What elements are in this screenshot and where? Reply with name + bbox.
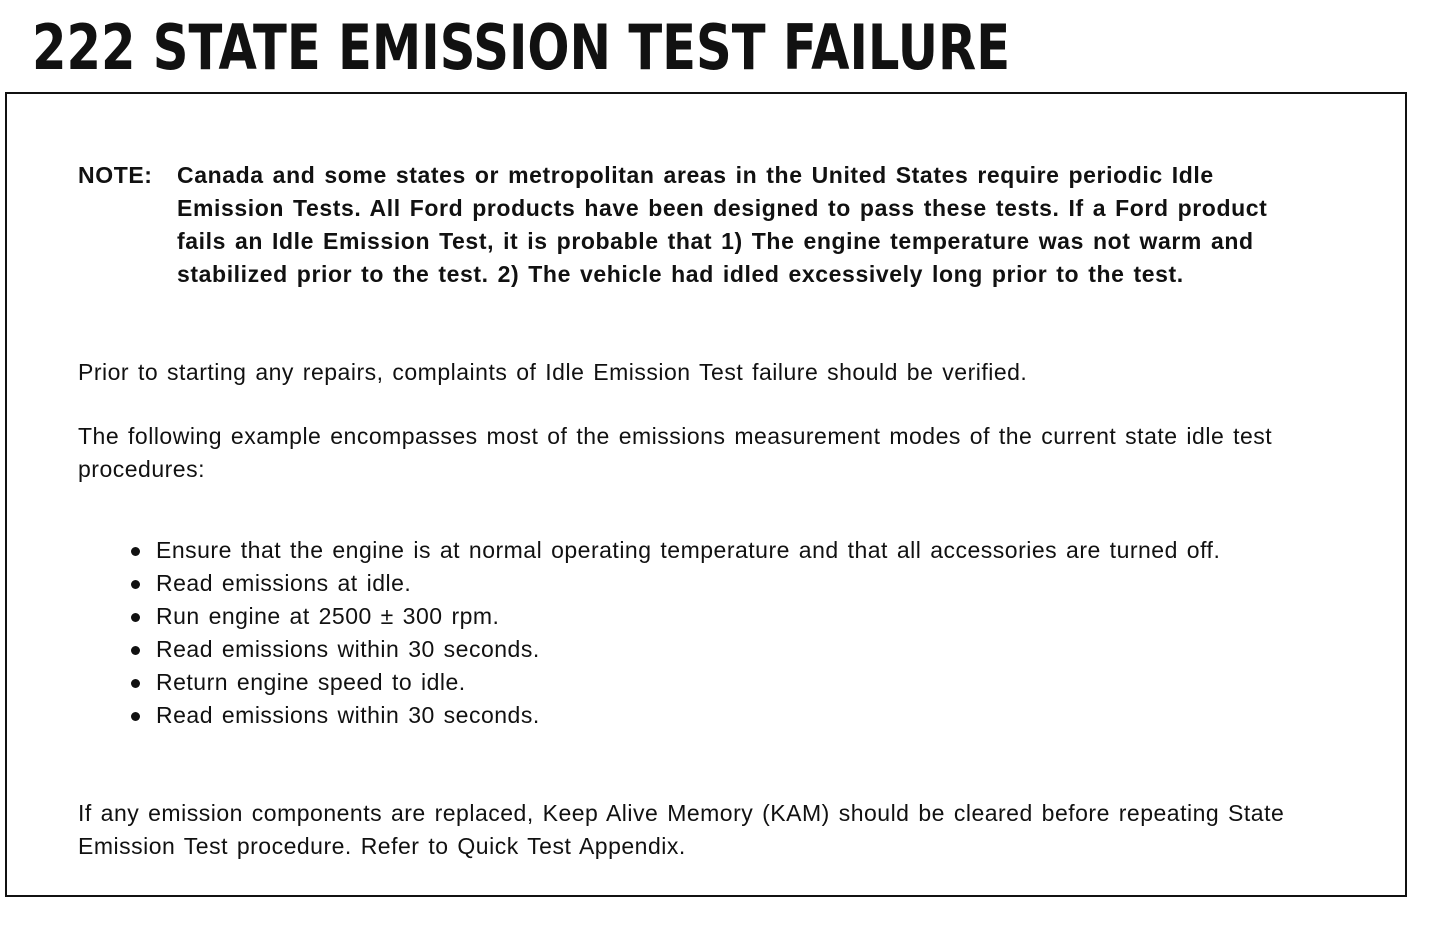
list-item (126, 666, 1326, 699)
list-item (126, 567, 1326, 600)
list-item-text: Read emissions at idle. (156, 570, 412, 596)
note-text: Canada and some states or metropolitan areas in the United States require periodic Idle Emission Tests. All Ford products have been designed to pass these tests. If a Ford product fails an Idle Emission Test, it is probable that 1) The engine temperature was not warm and stabilized prior to the test. 2) The vehicle had idled excessively long prior to the test. (177, 162, 1268, 287)
bullet-icon (131, 547, 140, 556)
list-item-text: Return engine speed to idle. (156, 669, 466, 695)
note-label: NOTE: (78, 162, 153, 188)
kam-paragraph: If any emission components are replaced, Keep Alive Memory (KAM) should be cleared before repeating State Emission Test procedure. Refer to Quick Test Appendix. (78, 800, 1285, 859)
bullet-icon (131, 712, 140, 721)
list-item (126, 600, 1326, 633)
bullet-icon (131, 679, 140, 688)
bullet-icon (131, 613, 140, 622)
list-item (126, 633, 1326, 666)
note-block (78, 159, 1338, 291)
list-item-text: Run engine at 2500 ± 300 rpm. (156, 603, 500, 629)
example-intro-paragraph: The following example encompasses most of the emissions measurement modes of the current state idle test procedures: (78, 423, 1273, 482)
list-item-text: Read emissions within 30 seconds. (156, 636, 540, 662)
test-steps-list (126, 534, 1326, 732)
list-item (126, 534, 1326, 567)
bullet-icon (131, 580, 140, 589)
list-item-text: Read emissions within 30 seconds. (156, 702, 540, 728)
list-item (126, 699, 1326, 732)
bullet-icon (131, 646, 140, 655)
list-item-text: Ensure that the engine is at normal operating temperature and that all accessories are turned off. (156, 537, 1221, 563)
verify-paragraph: Prior to starting any repairs, complaints of Idle Emission Test failure should be verified. (78, 359, 1028, 385)
page-title: 222 STATE EMISSION TEST FAILURE (32, 11, 1011, 84)
